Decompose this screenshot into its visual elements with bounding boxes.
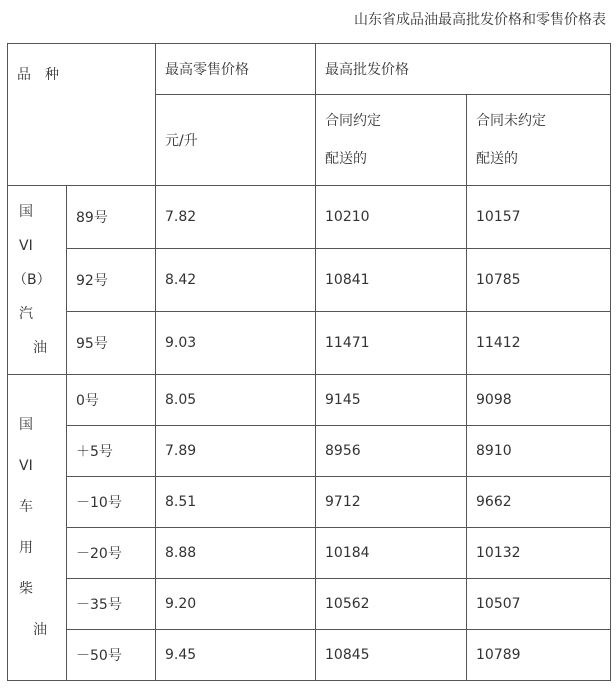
table-caption: 山东省成品油最高批发价格和零售价格表 (354, 12, 606, 28)
grade-cell: －50号 (67, 630, 156, 681)
grade-cell: ＋5号 (67, 426, 156, 477)
diesel-label-char: 车 (19, 499, 33, 515)
retail-cell: 9.20 (156, 579, 316, 630)
noncontract-line2: 配送的 (476, 151, 518, 167)
diesel-label-char: VI (19, 458, 33, 474)
noncontract-cell: 10132 (467, 528, 611, 579)
noncontract-cell: 9098 (467, 375, 611, 426)
gasoline-label-char: 国 (19, 204, 33, 220)
retail-cell: 8.42 (156, 249, 316, 312)
grade-cell: 89号 (67, 186, 156, 249)
table-row (8, 249, 611, 312)
contract-delivery-header (316, 95, 467, 186)
contract-cell: 9712 (316, 477, 467, 528)
diesel-category-label (8, 375, 67, 681)
diesel-label-char: 国 (19, 417, 33, 433)
retail-cell: 9.03 (156, 312, 316, 375)
contract-cell: 10841 (316, 249, 467, 312)
noncontract-cell: 8910 (467, 426, 611, 477)
contract-cell: 10562 (316, 579, 467, 630)
retail-cell: 7.89 (156, 426, 316, 477)
retail-cell: 9.45 (156, 630, 316, 681)
gasoline-category-label (8, 186, 67, 375)
gasoline-label-char: （B） (13, 272, 51, 288)
diesel-label-char: 柴 (19, 581, 33, 597)
gasoline-label-char: VI (19, 238, 33, 254)
contract-cell: 10184 (316, 528, 467, 579)
table-row (8, 426, 611, 477)
retail-cell: 8.51 (156, 477, 316, 528)
gasoline-label-char: 油 (33, 340, 47, 356)
noncontract-cell: 10789 (467, 630, 611, 681)
grade-cell: 92号 (67, 249, 156, 312)
noncontract-line1: 合同未约定 (476, 113, 546, 129)
header-row (8, 44, 611, 95)
table-row (8, 579, 611, 630)
wholesale-price-header: 最高批发价格 (316, 44, 611, 95)
noncontract-cell: 11412 (467, 312, 611, 375)
diesel-label-char: 用 (19, 540, 33, 556)
grade-cell: －20号 (67, 528, 156, 579)
grade-cell: －10号 (67, 477, 156, 528)
retail-cell: 7.82 (156, 186, 316, 249)
gasoline-label-char: 汽 (19, 306, 33, 322)
price-table (7, 43, 611, 681)
retail-price-header: 最高零售价格 (156, 44, 316, 95)
table-row (8, 630, 611, 681)
table-row (8, 312, 611, 375)
contract-line1: 合同约定 (325, 113, 381, 129)
grade-cell: 0号 (67, 375, 156, 426)
retail-unit: 元/升 (156, 95, 316, 186)
retail-cell: 8.88 (156, 528, 316, 579)
table-row (8, 375, 611, 426)
table-row (8, 528, 611, 579)
contract-cell: 10210 (316, 186, 467, 249)
noncontract-cell: 10507 (467, 579, 611, 630)
grade-cell: －35号 (67, 579, 156, 630)
table-row (8, 186, 611, 249)
diesel-label-char: 油 (33, 622, 47, 638)
contract-line2: 配送的 (325, 151, 367, 167)
noncontract-cell: 9662 (467, 477, 611, 528)
contract-cell: 8956 (316, 426, 467, 477)
retail-cell: 8.05 (156, 375, 316, 426)
noncontract-cell: 10157 (467, 186, 611, 249)
grade-cell: 95号 (67, 312, 156, 375)
noncontract-cell: 10785 (467, 249, 611, 312)
contract-cell: 10845 (316, 630, 467, 681)
contract-cell: 11471 (316, 312, 467, 375)
variety-header: 品 种 (8, 44, 156, 186)
contract-cell: 9145 (316, 375, 467, 426)
noncontract-delivery-header (467, 95, 611, 186)
table-row (8, 477, 611, 528)
